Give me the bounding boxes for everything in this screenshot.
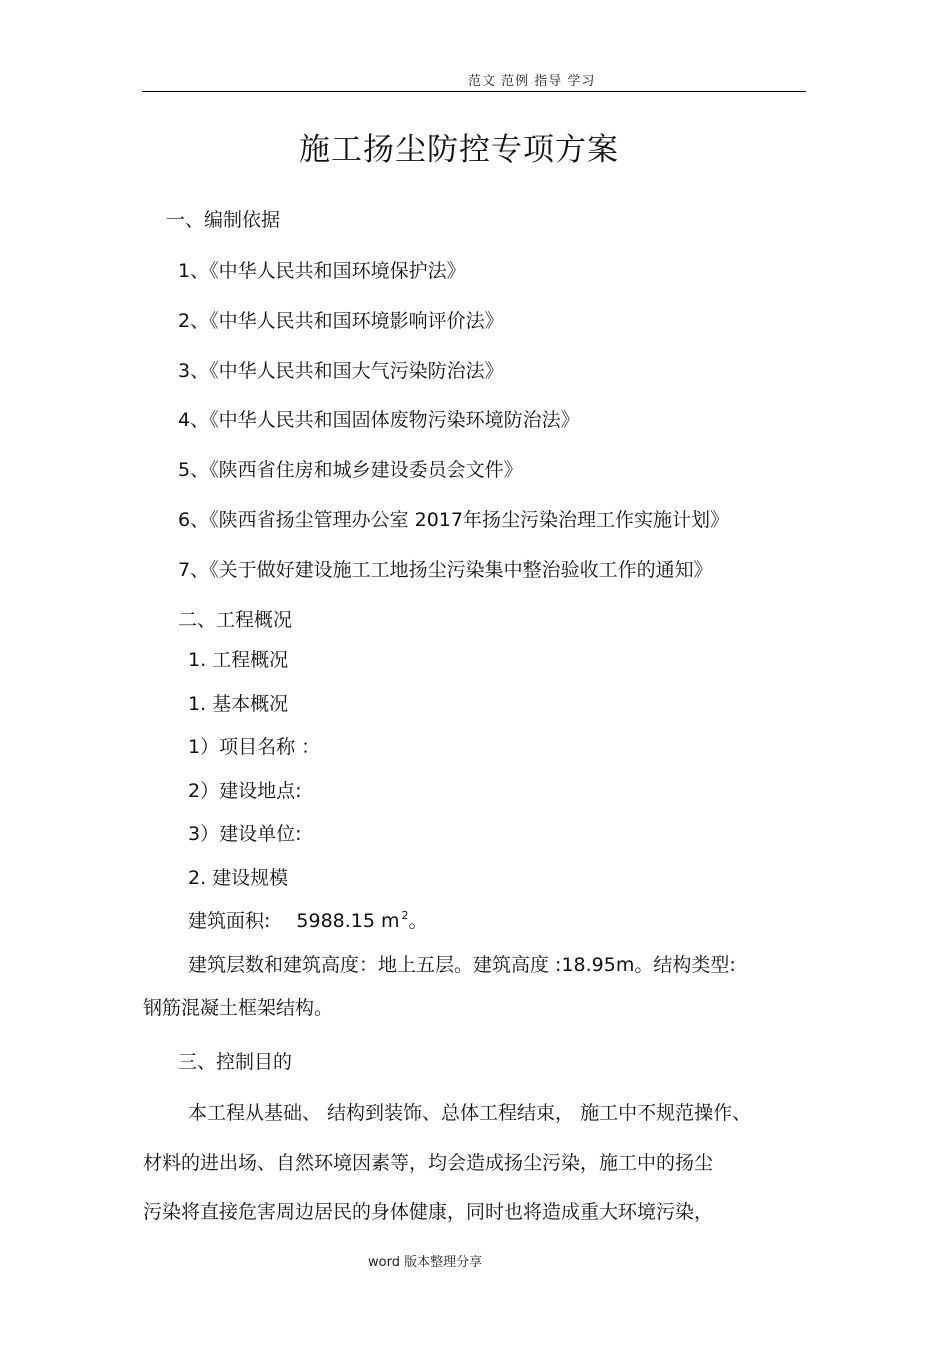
construction-location-line: 2）建设地点:: [188, 780, 302, 802]
section1-heading: 一、编制依据: [166, 209, 281, 231]
building-area-label: 建筑面积:: [188, 910, 271, 932]
header-rule: [142, 91, 806, 92]
section3-heading: 三、控制目的: [178, 1051, 293, 1073]
structure-type-line: 钢筋混凝土框架结构。: [143, 997, 334, 1019]
basic-overview-heading: 1. 基本概况: [188, 693, 289, 715]
building-area-end: 。: [408, 910, 428, 932]
control-purpose-paragraph-line-2: 材料的进出场、自然环境因素等，均会造成扬尘污染，施工中的扬尘: [143, 1152, 714, 1174]
page-header-text: 范文 范例 指导 学习: [468, 74, 596, 89]
project-name-line: 1）项目名称 ：: [188, 736, 321, 758]
reference-item-5: 5、《陕西省住房和城乡建设委员会文件》: [178, 459, 523, 481]
reference-item-2: 2、《中华人民共和国环境影响评价法》: [178, 310, 504, 332]
project-overview-subheading: 1. 工程概况: [188, 649, 289, 671]
area-unit-superscript: 2: [401, 909, 409, 922]
construction-scale-heading: 2. 建设规模: [188, 867, 289, 889]
control-purpose-paragraph-line-3: 污染将直接危害周边居民的身体健康，同时也将造成重大环境污染，: [143, 1201, 714, 1223]
page-footer-text: word 版本整理分享: [368, 1255, 483, 1270]
building-area-line: [188, 906, 428, 933]
floors-height-line: 建筑层数和建筑高度：地上五层。建筑高度 :18.95m。结构类型:: [188, 954, 736, 976]
reference-item-7: 7、《关于做好建设施工工地扬尘污染集中整治验收工作的通知》: [178, 559, 713, 581]
reference-item-4: 4、《中华人民共和国固体废物污染环境防治法》: [178, 409, 580, 431]
control-purpose-paragraph-line-1: 本工程从基础、 结构到装饰、总体工程结束， 施工中不规范操作、: [188, 1102, 752, 1124]
reference-item-3: 3、《中华人民共和国大气污染防治法》: [178, 360, 504, 382]
reference-item-1: 1、《中华人民共和国环境保护法》: [178, 260, 466, 282]
reference-item-6: 6、《陕西省扬尘管理办公室 2017年扬尘污染治理工作实施计划》: [178, 509, 729, 531]
building-area-value: 5988.15 m: [296, 910, 400, 932]
section2-heading: 二、工程概况: [178, 609, 293, 631]
construction-unit-line: 3）建设单位:: [188, 823, 302, 845]
document-title: 施工扬尘防控专项方案: [299, 132, 619, 168]
